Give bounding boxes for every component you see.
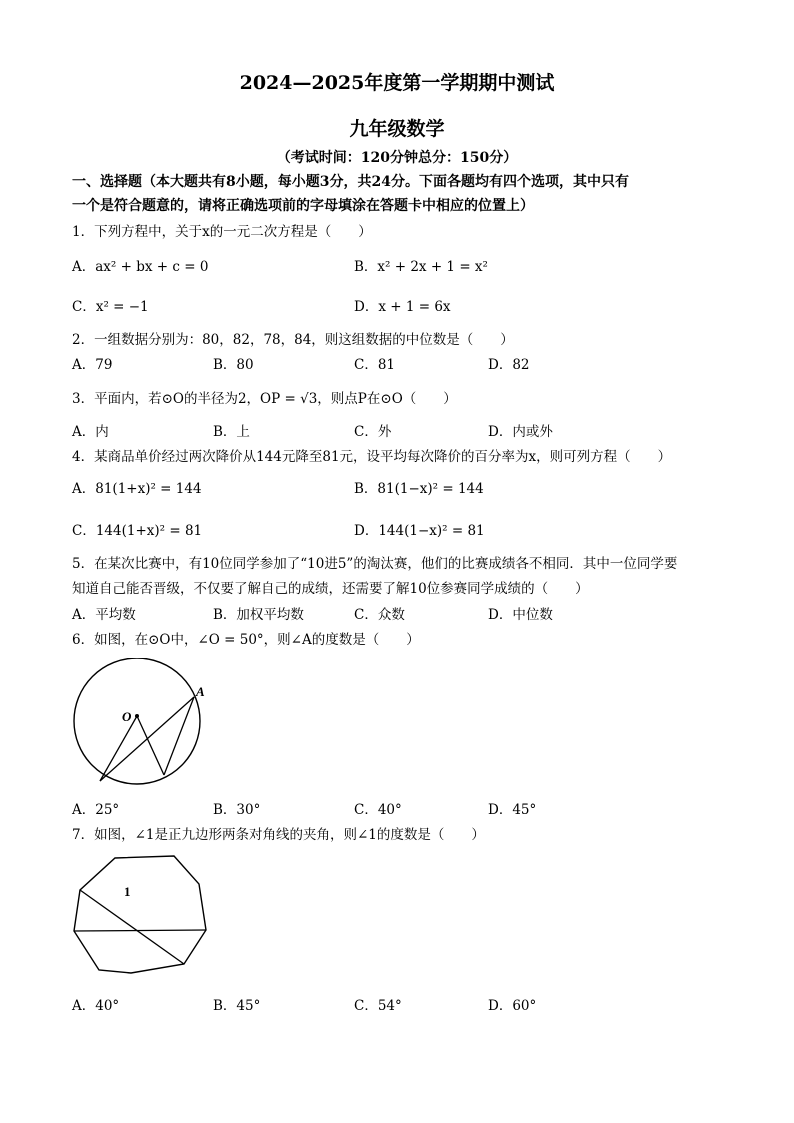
q3-option-a[interactable]: A．内 <box>72 424 109 440</box>
exam-title: 2024—2025年度第一学期期中测试 <box>239 72 555 94</box>
q7-option-a[interactable]: A．40° <box>72 998 120 1014</box>
q6-option-c[interactable]: C．40° <box>354 802 402 818</box>
q1-option-d[interactable]: D．x + 1 = 6x <box>354 299 451 315</box>
q6-option-a[interactable]: A．25° <box>72 802 120 818</box>
section-heading-line1: 一、选择题（本大题共有8小题，每小题3分，共24分。下面各题均有四个选项，其中只有 <box>72 174 629 190</box>
q7-option-b[interactable]: B．45° <box>213 998 261 1014</box>
q4-option-d[interactable]: D．144(1−x)² = 81 <box>354 523 485 539</box>
q1-stem: 1．下列方程中，关于x的一元二次方程是（ ） <box>72 224 372 240</box>
q6-label-o: O <box>122 709 132 724</box>
q5-option-c[interactable]: C．众数 <box>354 607 405 623</box>
q2-option-a[interactable]: A．79 <box>72 357 113 373</box>
q6-chord-1 <box>100 716 137 781</box>
q1-option-c[interactable]: C．x² = −1 <box>72 299 149 315</box>
q7-nonagon <box>74 856 206 973</box>
time-note: （考试时间：120分钟总分：150分） <box>276 150 518 166</box>
q6-label-a: A <box>196 684 205 699</box>
q4-option-c[interactable]: C．144(1+x)² = 81 <box>72 523 203 539</box>
q3-option-b[interactable]: B．上 <box>213 424 250 440</box>
q6-option-b[interactable]: B．30° <box>213 802 261 818</box>
q5-option-b[interactable]: B．加权平均数 <box>213 607 304 623</box>
q7-nonagon-figure <box>72 852 208 976</box>
q6-stem: 6．如图，在⊙O中，∠O = 50°，则∠A的度数是（ ） <box>72 632 420 648</box>
q5-stem-line1: 5．在某次比赛中，有10位同学参加了“10进5”的淘汰赛，他们的比赛成绩各不相同．其中一位同学要 <box>72 556 678 572</box>
section-heading-line2: 一个是符合题意的，请将正确选项前的字母填涂在答题卡中相应的位置上） <box>72 198 534 214</box>
q6-circle-figure <box>70 658 220 788</box>
q1-option-b[interactable]: B．x² + 2x + 1 = x² <box>354 259 488 275</box>
q5-option-a[interactable]: A．平均数 <box>72 607 136 623</box>
q6-chord-3 <box>100 697 194 781</box>
q2-option-d[interactable]: D．82 <box>488 357 530 373</box>
q7-option-c[interactable]: C．54° <box>354 998 402 1014</box>
q6-option-d[interactable]: D．45° <box>488 802 537 818</box>
q3-stem: 3．平面内，若⊙O的半径为2，OP = √3，则点P在⊙O（ ） <box>72 391 457 407</box>
q2-option-b[interactable]: B．80 <box>213 357 254 373</box>
q6-circle <box>74 658 200 784</box>
q3-option-d[interactable]: D．内或外 <box>488 424 553 440</box>
q6-chord-2 <box>137 716 164 775</box>
q7-diagonal-2 <box>74 930 206 931</box>
q7-stem: 7．如图，∠1是正九边形两条对角线的夹角，则∠1的度数是（ ） <box>72 827 485 843</box>
q7-option-d[interactable]: D．60° <box>488 998 537 1014</box>
q6-center-point <box>135 714 139 718</box>
q7-diagonal-1 <box>80 890 184 964</box>
q4-option-a[interactable]: A．81(1+x)² = 144 <box>72 481 202 497</box>
q4-stem: 4．某商品单价经过两次降价从144元降至81元，设平均每次降价的百分率为x，则可列方程（ ） <box>72 449 672 465</box>
q3-option-c[interactable]: C．外 <box>354 424 392 440</box>
q2-stem: 2．一组数据分别为：80，82，78，84，则这组数据的中位数是（ ） <box>72 332 514 348</box>
q5-option-d[interactable]: D．中位数 <box>488 607 553 623</box>
q6-chord-4 <box>164 697 194 775</box>
subject-title: 九年级数学 <box>349 118 445 140</box>
q5-stem-line2: 知道自己能否晋级，不仅要了解自己的成绩，还需要了解10位参赛同学成绩的（ ） <box>72 581 589 597</box>
q2-option-c[interactable]: C．81 <box>354 357 396 373</box>
q4-option-b[interactable]: B．81(1−x)² = 144 <box>354 481 484 497</box>
q1-option-a[interactable]: A．ax² + bx + c = 0 <box>72 259 209 275</box>
q7-angle-label: 1 <box>124 884 131 899</box>
